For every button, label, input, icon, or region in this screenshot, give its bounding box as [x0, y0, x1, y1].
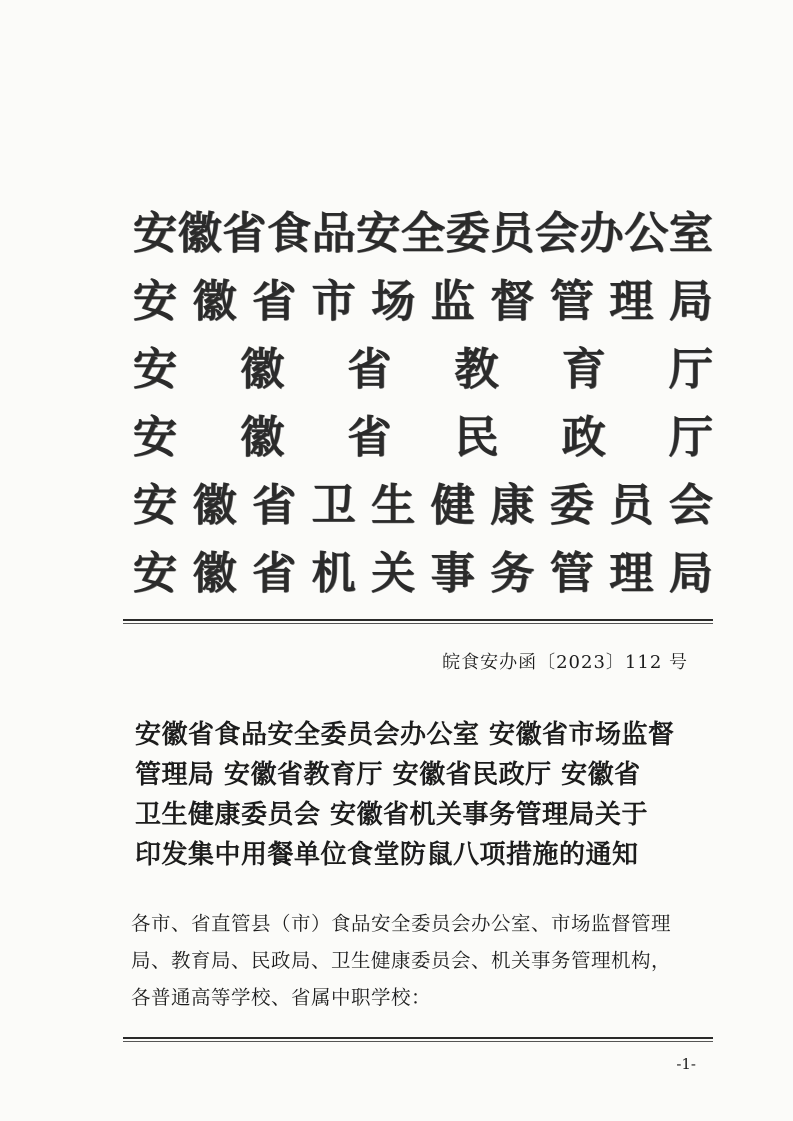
- agency-char: 品: [311, 208, 356, 259]
- footer-divider: [123, 1037, 713, 1042]
- agency-char: 安: [133, 276, 177, 327]
- agency-line: [133, 404, 713, 472]
- agency-char: 委: [445, 208, 490, 259]
- agency-char: 生: [371, 480, 416, 531]
- document-number: 皖食安办函〔2023〕112 号: [442, 652, 688, 673]
- agency-char: 省: [347, 344, 392, 395]
- agency-char: 康: [490, 480, 535, 531]
- agency-char: 关: [371, 548, 416, 599]
- agency-char: 徽: [192, 480, 237, 531]
- agency-char: 安: [133, 208, 177, 259]
- agency-char: 徽: [240, 412, 285, 463]
- agency-char: 管: [549, 276, 594, 327]
- agency-char: 省: [252, 276, 297, 327]
- agency-char: 全: [400, 208, 445, 259]
- agency-char: 徽: [240, 344, 285, 395]
- agency-char: 机: [311, 548, 356, 599]
- agency-char: 监: [430, 276, 475, 327]
- agency-char: 省: [347, 412, 392, 463]
- document-title: [135, 715, 720, 875]
- addressee-paragraph: [131, 905, 716, 1016]
- agency-char: 委: [549, 480, 594, 531]
- body-line: 局、教育局、民政局、卫生健康委员会、机关事务管理机构，: [131, 949, 672, 972]
- agency-char: 健: [430, 480, 475, 531]
- agency-char: 局: [668, 276, 713, 327]
- agency-char: 育: [561, 344, 606, 395]
- agency-line: [133, 540, 713, 608]
- agency-char: 理: [609, 276, 654, 327]
- agency-char: 员: [609, 480, 654, 531]
- agency-char: 厅: [668, 412, 713, 463]
- header-divider: [123, 619, 713, 624]
- body-line: 各市、省直管县（市）食品安全委员会办公室、市场监督管理: [131, 912, 672, 935]
- agency-char: 省: [252, 480, 297, 531]
- agency-char: 政: [561, 412, 606, 463]
- agency-char: 理: [609, 548, 654, 599]
- agency-char: 安: [133, 412, 177, 463]
- agency-char: 室: [668, 208, 713, 259]
- body-line: 各普通高等学校、省属中职学校：: [131, 986, 432, 1009]
- agency-line: [133, 268, 713, 336]
- agency-char: 督: [490, 276, 535, 327]
- agency-char: 民: [454, 412, 499, 463]
- agency-char: 徽: [177, 208, 222, 259]
- agency-char: 徽: [192, 276, 237, 327]
- agency-char: 场: [371, 276, 416, 327]
- agency-char: 办: [579, 208, 624, 259]
- agency-char: 安: [133, 548, 177, 599]
- agency-char: 局: [668, 548, 713, 599]
- agency-char: 省: [252, 548, 297, 599]
- agency-char: 安: [133, 480, 177, 531]
- issuing-agencies-header: [133, 200, 713, 608]
- agency-char: 事: [430, 548, 475, 599]
- agency-char: 会: [668, 480, 713, 531]
- agency-char: 安: [133, 344, 177, 395]
- agency-char: 卫: [311, 480, 356, 531]
- agency-char: 市: [311, 276, 356, 327]
- title-line: 印发集中用餐单位食堂防鼠八项措施的通知: [135, 840, 639, 870]
- agency-char: 会: [534, 208, 579, 259]
- agency-char: 省: [222, 208, 267, 259]
- agency-line: [133, 200, 713, 268]
- page-number: -1-: [676, 1055, 696, 1073]
- agency-line: [133, 472, 713, 540]
- agency-char: 食: [266, 208, 311, 259]
- agency-char: 教: [454, 344, 499, 395]
- agency-char: 务: [490, 548, 535, 599]
- agency-line: [133, 336, 713, 404]
- agency-char: 安: [356, 208, 401, 259]
- agency-char: 厅: [668, 344, 713, 395]
- agency-char: 员: [490, 208, 535, 259]
- title-line: 管理局 安徽省教育厅 安徽省民政厅 安徽省: [135, 760, 641, 790]
- agency-char: 徽: [192, 548, 237, 599]
- title-line: 卫生健康委员会 安徽省机关事务管理局关于: [135, 800, 649, 830]
- agency-char: 公: [624, 208, 669, 259]
- agency-char: 管: [549, 548, 594, 599]
- title-line: 安徽省食品安全委员会办公室 安徽省市场监督: [135, 720, 675, 750]
